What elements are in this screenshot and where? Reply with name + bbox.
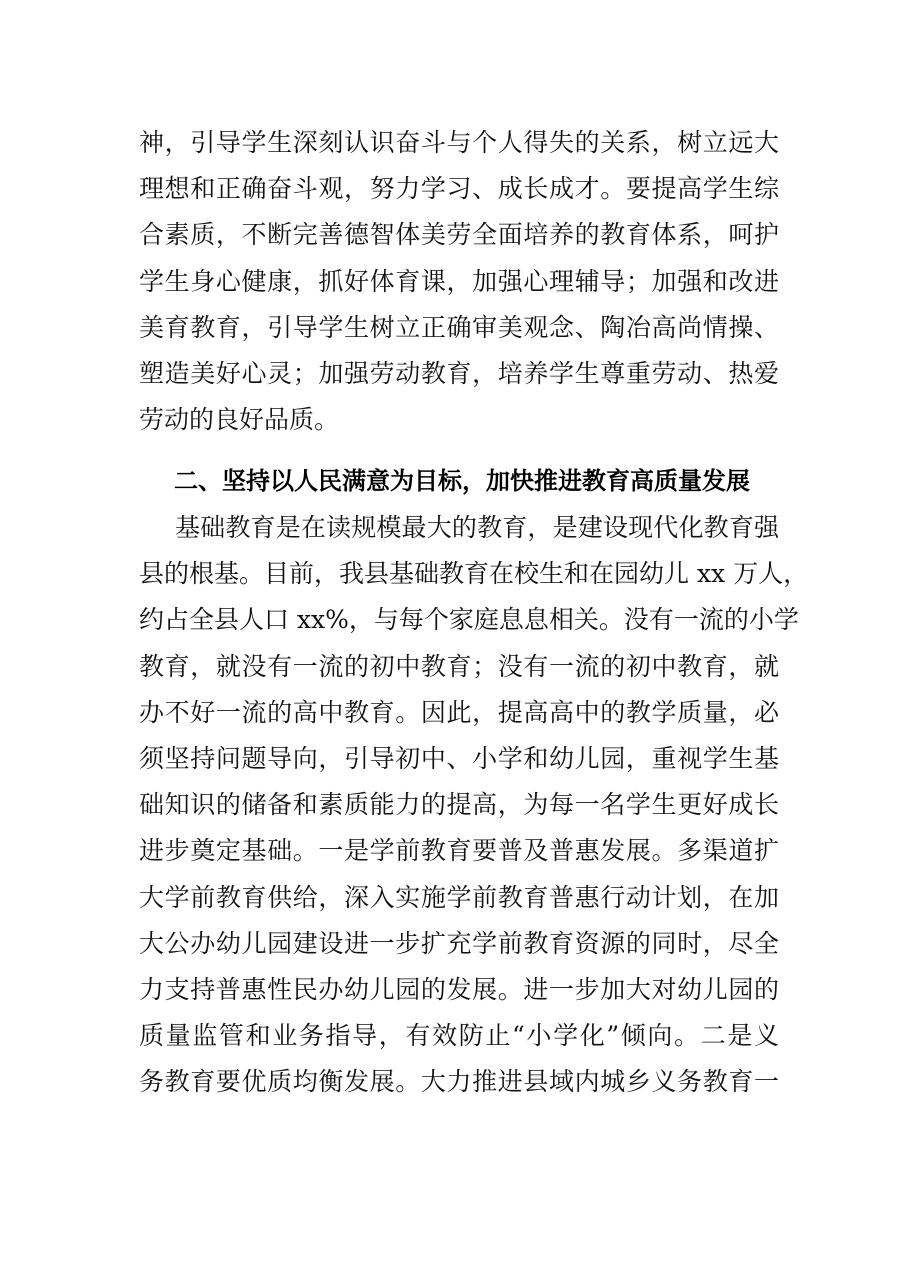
paragraph-2-line: 础知识的储备和素质能力的提高，为每一名学生更好成长 (139, 790, 779, 820)
paragraph-2-line: 约占全县人口 xx%，与每个家庭息息相关。没有一流的小学 (139, 605, 799, 635)
paragraph-1-line: 神，引导学生深刻认识奋斗与个人得失的关系，树立远大 (139, 128, 779, 157)
paragraph-2-line: 基础教育是在读规模最大的教育，是建设现代化教育强 (175, 513, 779, 542)
paragraph-2 (139, 505, 809, 1105)
paragraph-2-line: 县的根基。目前，我县基础教育在校生和在园幼儿 xx 万人， (139, 559, 809, 589)
paragraph-1-line: 塑造美好心灵；加强劳动教育，培养学生尊重劳动、热爱 (139, 358, 779, 388)
paragraph-2-line: 须坚持问题导向，引导初中、小学和幼儿园，重视学生基 (139, 743, 779, 773)
paragraph-2-line: 办不好一流的高中教育。因此，提高高中的教学质量，必 (139, 697, 779, 727)
paragraph-2-line: 质量监管和业务指导，有效防止“小学化”倾向。二是义 (139, 1021, 779, 1051)
paragraph-1-line: 劳动的良好品质。 (139, 405, 340, 435)
paragraph-2-line: 务教育要优质均衡发展。大力推进县域内城乡义务教育一 (139, 1067, 779, 1097)
paragraph-2-line: 大公办幼儿园建设进一步扩充学前教育资源的同时，尽全 (139, 928, 779, 958)
paragraph-2-line: 力支持普惠性民办幼儿园的发展。进一步加大对幼儿园的 (139, 974, 779, 1004)
paragraph-2-line: 大学前教育供给，深入实施学前教育普惠行动计划，在加 (139, 882, 779, 912)
section-heading: 二、坚持以人民满意为目标，加快推进教育高质量发展 (174, 467, 750, 495)
paragraph-1-line: 理想和正确奋斗观，努力学习、成长成才。要提高学生综 (139, 174, 779, 204)
paragraph-2-line: 教育，就没有一流的初中教育；没有一流的初中教育，就 (139, 651, 779, 681)
paragraph-2-line: 进步奠定基础。一是学前教育要普及普惠发展。多渠道扩 (139, 836, 779, 866)
paragraph-1-line: 学生身心健康，抓好体育课，加强心理辅导；加强和改进 (139, 266, 779, 296)
paragraph-1 (139, 120, 779, 443)
paragraph-1-line: 美育教育，引导学生树立正确审美观念、陶冶高尚情操、 (139, 312, 779, 342)
paragraph-1-line: 合素质，不断完善德智体美劳全面培养的教育体系，呵护 (139, 220, 779, 250)
